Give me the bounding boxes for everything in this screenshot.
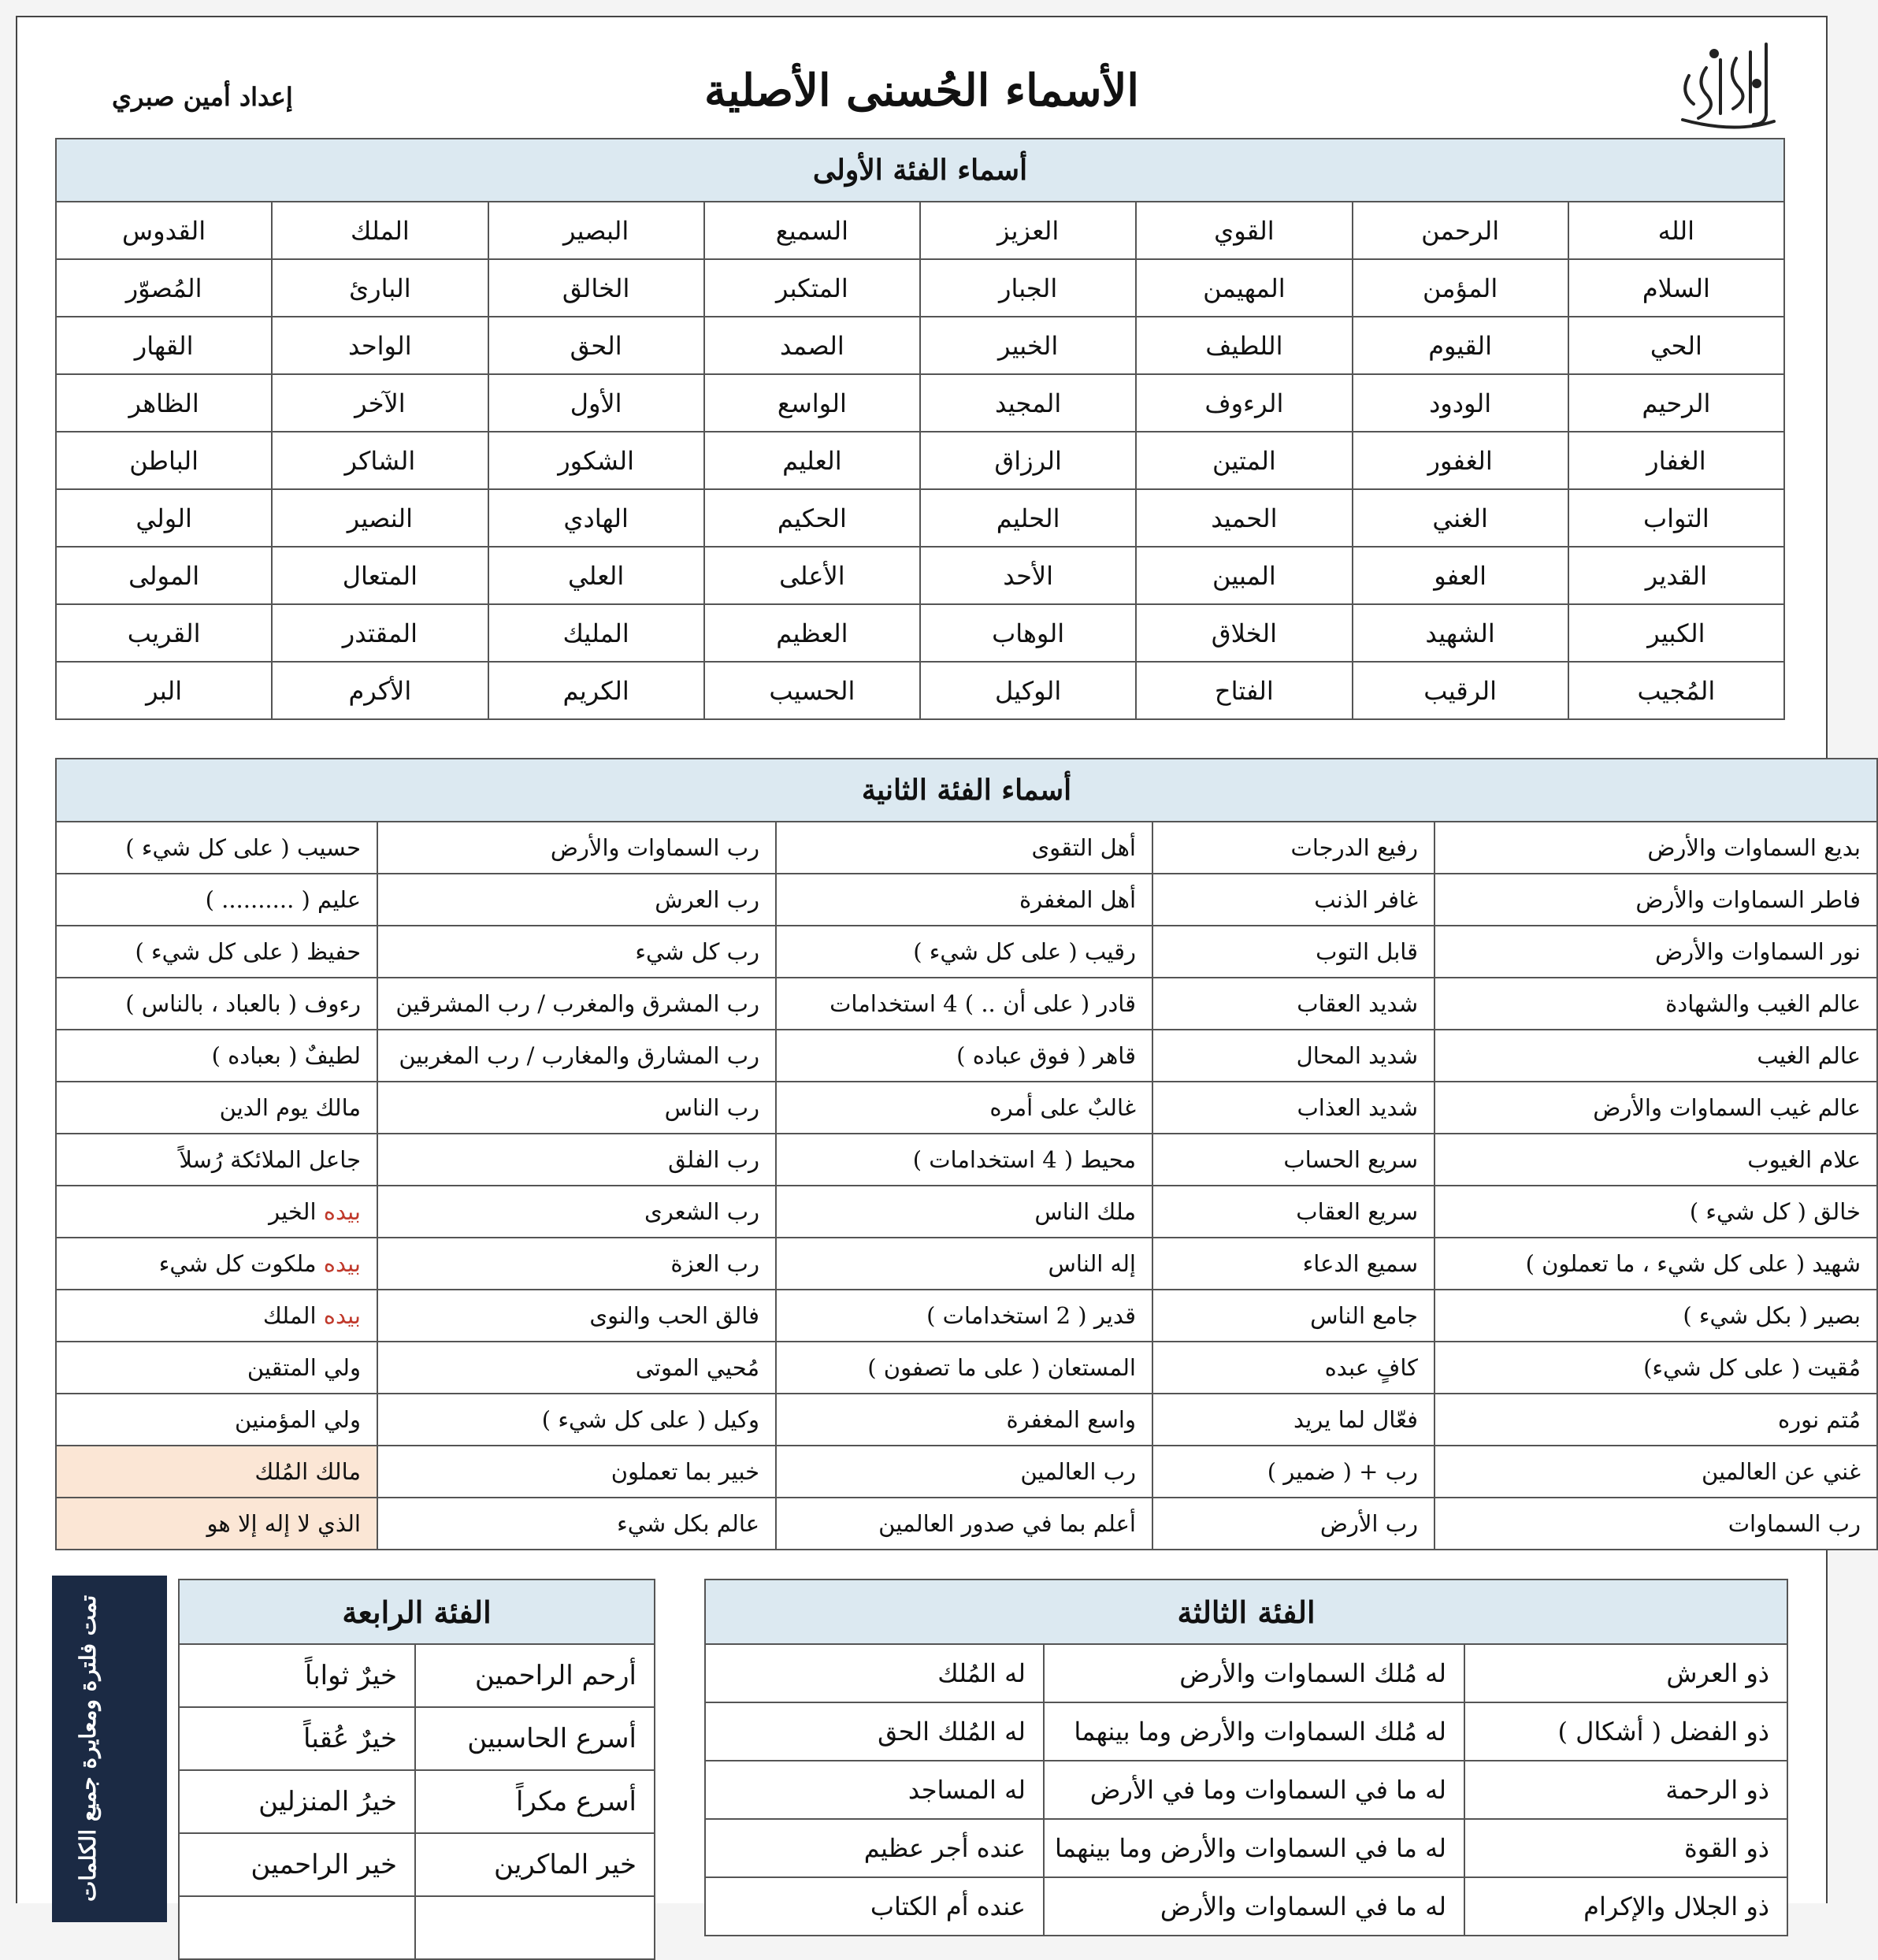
name-cell: المؤمن [1353,259,1568,317]
name-cell: سريع العقاب [1152,1186,1434,1238]
name-cell: رب العرش [377,874,776,926]
name-cell: الرقيب [1353,662,1568,719]
name-cell: السميع [704,202,920,259]
name-cell: له مُلك السماوات والأرض [1044,1644,1464,1702]
name-cell: الكبير [1568,604,1784,662]
name-cell: فعّال لما يريد [1152,1394,1434,1446]
name-cell: رب العالمين [776,1446,1152,1498]
name-row [179,1644,655,1707]
highlight-word: بيده [323,1198,361,1225]
name-cell: الحليم [920,489,1136,547]
sidebar-note [52,1576,167,1922]
name-cell: مُقيت ( على كل شيء) [1434,1342,1877,1394]
name-cell: رفيع الدرجات [1152,822,1434,874]
name-cell: العظيم [704,604,920,662]
name-cell: شهيد ( على كل شيء ، ما تعملون ) [1434,1238,1877,1290]
name-cell: المقتدر [272,604,488,662]
name-cell: رب المشارق والمغارب / رب المغربين [377,1030,776,1082]
name-row [56,822,1877,874]
name-cell: المليك [488,604,704,662]
name-cell: خالق ( كل شيء ) [1434,1186,1877,1238]
name-cell [179,1896,415,1959]
name-cell: بديع السماوات والأرض [1434,822,1877,874]
name-cell: الولي [56,489,272,547]
name-cell: عالم بكل شيء [377,1498,776,1550]
name-row [56,1134,1877,1186]
name-row [705,1877,1787,1936]
name-cell: خبير بما تعملون [377,1446,776,1498]
name-cell: رب الناس [377,1082,776,1134]
name-cell: المتين [1136,432,1352,489]
name-row [56,374,1784,432]
name-cell: النصير [272,489,488,547]
name-cell: بصير ( بكل شيء ) [1434,1290,1877,1342]
name-row [56,1238,1877,1290]
name-cell: ذو الرحمة [1464,1761,1787,1819]
name-cell: رب السماوات [1434,1498,1877,1550]
sidebar-note-text: تمت فلترة ومعايرة جميع الكلمات [75,1594,101,1902]
name-cell: ذو الفضل ( أشكال ) [1464,1702,1787,1761]
name-cell: الكريم [488,662,704,719]
name-cell: مالك يوم الدين [56,1082,377,1134]
name-text: الخير [269,1198,317,1225]
name-row [56,1446,1877,1498]
name-cell: القريب [56,604,272,662]
name-cell: له مُلك السماوات والأرض وما بينهما [1044,1702,1464,1761]
name-cell: لطيفٌ ( بعباده ) [56,1030,377,1082]
name-cell: الوكيل [920,662,1136,719]
name-cell: الودود [1353,374,1568,432]
name-cell: الخبير [920,317,1136,374]
page-title: الأسماء الحُسنى الأصلية [704,65,1139,117]
author-credit: إعداد أمين صبري [112,82,293,112]
name-cell: شديد العذاب [1152,1082,1434,1134]
name-cell: عليم ( .......... ) [56,874,377,926]
name-cell: رب الشعرى [377,1186,776,1238]
name-cell: رب + ( ضمير ) [1152,1446,1434,1498]
name-cell: البصير [488,202,704,259]
name-cell: القهار [56,317,272,374]
name-cell: أرحم الراحمين [415,1644,655,1707]
name-cell: له المُلك الحق [705,1702,1044,1761]
name-cell: الوهاب [920,604,1136,662]
name-row [705,1761,1787,1819]
name-cell: جامع الناس [1152,1290,1434,1342]
name-cell: له المُلك [705,1644,1044,1702]
name-cell: حفيظ ( على كل شيء ) [56,926,377,978]
name-cell: الواحد [272,317,488,374]
name-cell: عالم الغيب والشهادة [1434,978,1877,1030]
name-cell: رب السماوات والأرض [377,822,776,874]
name-row [705,1819,1787,1877]
name-cell: إله الناس [776,1238,1152,1290]
name-row [56,202,1784,259]
name-cell: الباطن [56,432,272,489]
name-cell: الحكيم [704,489,920,547]
name-cell: قادر ( على أن .. ) 4 استخدامات [776,978,1152,1030]
name-cell: المجيد [920,374,1136,432]
name-cell: الذي لا إله إلا هو [56,1498,377,1550]
name-cell: ذو الجلال والإكرام [1464,1877,1787,1936]
name-cell: الواسع [704,374,920,432]
name-cell: علام الغيوب [1434,1134,1877,1186]
name-row [56,1498,1877,1550]
name-cell: وكيل ( على كل شيء ) [377,1394,776,1446]
name-cell: المتكبر [704,259,920,317]
name-cell: البر [56,662,272,719]
name-cell: الجبار [920,259,1136,317]
name-cell: خيرٌ عُقباً [179,1707,415,1770]
name-cell: القدير [1568,547,1784,604]
name-row [56,259,1784,317]
group3-title: الفئة الثالثة [705,1580,1787,1644]
highlight-word: بيده [323,1250,361,1277]
name-cell: الخالق [488,259,704,317]
name-cell: غافر الذنب [1152,874,1434,926]
document-page [16,16,1861,1921]
name-cell: رقيب ( على كل شيء ) [776,926,1152,978]
name-cell: ولي المتقين [56,1342,377,1394]
name-cell: شديد المحال [1152,1030,1434,1082]
name-cell: أعلم بما في صدور العالمين [776,1498,1152,1550]
name-cell: الأول [488,374,704,432]
name-cell: ذو العرش [1464,1644,1787,1702]
name-cell: نور السماوات والأرض [1434,926,1877,978]
name-cell: ملك الناس [776,1186,1152,1238]
name-cell: شديد العقاب [1152,978,1434,1030]
name-cell: القدوس [56,202,272,259]
name-cell: غني عن العالمين [1434,1446,1877,1498]
name-cell: غالبٌ على أمره [776,1082,1152,1134]
name-cell: الحق [488,317,704,374]
name-cell: واسع المغفرة [776,1394,1152,1446]
name-cell: الأكرم [272,662,488,719]
group3-table [704,1579,1788,1936]
name-row [56,547,1784,604]
name-cell: السلام [1568,259,1784,317]
name-cell: رب العزة [377,1238,776,1290]
name-text: ملكوت كل شيء [158,1250,317,1277]
name-cell: له المساجد [705,1761,1044,1819]
group2-table [55,758,1878,1550]
name-cell: كافٍ عبده [1152,1342,1434,1394]
name-cell: رءوف ( بالعباد ، بالناس ) [56,978,377,1030]
name-cell: الله [1568,202,1784,259]
name-cell: الحي [1568,317,1784,374]
name-cell [56,1238,377,1290]
name-cell: اللطيف [1136,317,1352,374]
name-cell: عنده أم الكتاب [705,1877,1044,1936]
name-row [56,1290,1877,1342]
name-cell: حسيب ( على كل شيء ) [56,822,377,874]
name-row [705,1644,1787,1702]
name-cell: التواب [1568,489,1784,547]
name-cell: المستعان ( على ما تصفون ) [776,1342,1152,1394]
name-cell: الحسيب [704,662,920,719]
name-row [705,1702,1787,1761]
name-cell: العلي [488,547,704,604]
name-cell: الرءوف [1136,374,1352,432]
name-cell: رب المشرق والمغرب / رب المشرقين [377,978,776,1030]
name-cell: محيط ( 4 استخدامات ) [776,1134,1152,1186]
name-cell: القوي [1136,202,1352,259]
name-row [56,432,1784,489]
name-row [56,489,1784,547]
name-cell: سميع الدعاء [1152,1238,1434,1290]
name-cell: الرزاق [920,432,1136,489]
name-cell: الرحيم [1568,374,1784,432]
name-row [56,1186,1877,1238]
name-cell: أهل التقوى [776,822,1152,874]
name-cell [56,1186,377,1238]
name-cell: الغفار [1568,432,1784,489]
name-cell: الرحمن [1353,202,1568,259]
name-cell: العزيز [920,202,1136,259]
name-cell [56,1290,377,1342]
name-row [56,604,1784,662]
name-cell: خيرُ المنزلين [179,1770,415,1833]
name-cell: الظاهر [56,374,272,432]
group2-title: أسماء الفئة الثانية [56,759,1877,822]
name-cell: أهل المغفرة [776,874,1152,926]
name-cell: المُصوّر [56,259,272,317]
group1-title: أسماء الفئة الأولى [56,139,1784,202]
name-cell: خير الماكرين [415,1833,655,1896]
name-cell: ذو القوة [1464,1819,1787,1877]
group4-title: الفئة الرابعة [179,1580,655,1644]
name-cell: مُتم نوره [1434,1394,1877,1446]
name-cell: مُحيي الموتى [377,1342,776,1394]
name-cell: الآخر [272,374,488,432]
name-cell: الهادي [488,489,704,547]
name-cell: العليم [704,432,920,489]
name-row [179,1770,655,1833]
name-cell: سريع الحساب [1152,1134,1434,1186]
name-cell: الفتاح [1136,662,1352,719]
name-cell: المولى [56,547,272,604]
name-cell: العفو [1353,547,1568,604]
name-cell: خيرٌ ثواباً [179,1644,415,1707]
name-row [56,874,1877,926]
name-cell: عالم غيب السماوات والأرض [1434,1082,1877,1134]
name-cell: القيوم [1353,317,1568,374]
name-cell: خير الراحمين [179,1833,415,1896]
name-row [179,1707,655,1770]
name-cell: المُجيب [1568,662,1784,719]
name-cell: المبين [1136,547,1352,604]
name-cell: الخلاق [1136,604,1352,662]
name-cell: البارئ [272,259,488,317]
name-cell: الشكور [488,432,704,489]
name-row [56,926,1877,978]
name-row [56,978,1877,1030]
name-cell: رب الفلق [377,1134,776,1186]
name-cell: مالك المُلك [56,1446,377,1498]
name-cell: فاطر السماوات والأرض [1434,874,1877,926]
name-cell: المهيمن [1136,259,1352,317]
name-cell: له ما في السماوات والأرض [1044,1877,1464,1936]
name-cell: الملك [272,202,488,259]
name-cell: أسرع الحاسبين [415,1707,655,1770]
name-row [56,1394,1877,1446]
name-cell: فالق الحب والنوى [377,1290,776,1342]
name-cell: الأحد [920,547,1136,604]
name-cell: أسرع مكراً [415,1770,655,1833]
highlight-word: بيده [323,1302,361,1329]
name-cell: عنده أجر عظيم [705,1819,1044,1877]
name-row [56,1342,1877,1394]
name-cell: الشهيد [1353,604,1568,662]
name-cell: الصمد [704,317,920,374]
name-cell: قاهر ( فوق عباده ) [776,1030,1152,1082]
group4-table [178,1579,655,1960]
name-row [56,1082,1877,1134]
name-cell: قابل التوب [1152,926,1434,978]
name-cell: المتعال [272,547,488,604]
name-row [179,1896,655,1959]
name-text: الملك [262,1302,317,1329]
name-row [179,1833,655,1896]
group1-table [55,138,1785,720]
name-cell: عالم الغيب [1434,1030,1877,1082]
name-cell: الشاكر [272,432,488,489]
name-cell: له ما في السماوات والأرض وما بينهما [1044,1819,1464,1877]
name-cell [415,1896,655,1959]
name-cell: الأعلى [704,547,920,604]
name-row [56,317,1784,374]
name-cell: قدير ( 2 استخدامات ) [776,1290,1152,1342]
name-cell: ولي المؤمنين [56,1394,377,1446]
name-cell: رب الأرض [1152,1498,1434,1550]
name-cell: له ما في السماوات وما في الأرض [1044,1761,1464,1819]
name-row [56,1030,1877,1082]
name-cell: الغفور [1353,432,1568,489]
name-cell: الغني [1353,489,1568,547]
name-row [56,662,1784,719]
name-cell: جاعل الملائكة رُسلاً [56,1134,377,1186]
name-cell: رب كل شيء [377,926,776,978]
name-cell: الحميد [1136,489,1352,547]
